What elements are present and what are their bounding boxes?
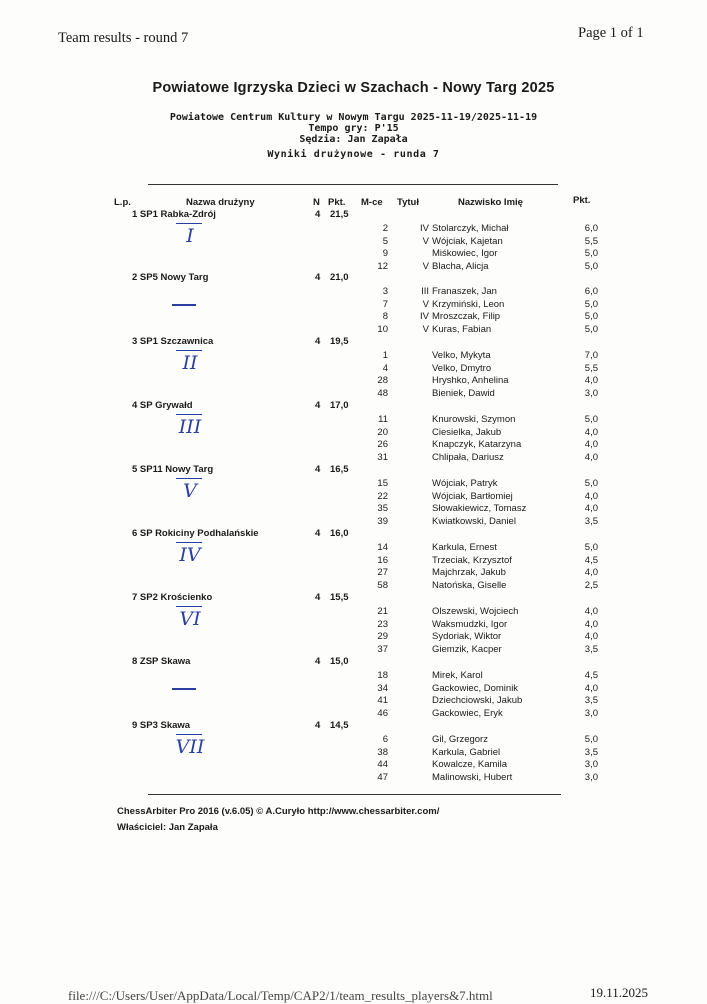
player-place: 31: [377, 452, 388, 464]
player-place: 37: [377, 644, 388, 656]
player-place: 14: [377, 541, 388, 553]
subheader-venue: Powiatowe Centrum Kultury w Nowym Targu 2025-11-19/2025-11-19: [169, 112, 538, 123]
subheader-results: Wyniki drużynowe - runda 7: [267, 149, 440, 160]
player-points: 4,5: [584, 669, 598, 681]
player-title: III: [421, 285, 429, 297]
handwritten-dash: [176, 223, 202, 224]
player-points: 5,0: [584, 541, 598, 553]
player-place: 28: [377, 375, 388, 387]
player-points: 6,0: [584, 285, 598, 297]
player-place: 7: [382, 298, 388, 310]
player-name: Trzeciak, Krzysztof: [432, 554, 512, 566]
team-name: 4 SP Grywałd: [132, 400, 193, 411]
player-points: 3,0: [584, 708, 598, 720]
col-name: Nazwisko Imię: [458, 197, 523, 208]
player-place: 4: [382, 362, 388, 374]
player-points: 6,0: [584, 222, 598, 234]
team-name: 3 SP1 Szczawnica: [132, 336, 214, 347]
player-place: 41: [377, 695, 388, 707]
player-points: 2,5: [584, 580, 598, 592]
player-name: Sydoriak, Wiktor: [432, 631, 502, 643]
player-name: Majchrzak, Jakub: [432, 567, 506, 579]
handwritten-place-mark: VI: [179, 608, 201, 630]
player-place: 46: [377, 708, 388, 720]
handwritten-dash: [176, 414, 202, 415]
player-name: Kwiatkowski, Daniel: [432, 516, 516, 528]
team-points: 15,5: [330, 592, 349, 603]
handwritten-dash: [176, 542, 202, 543]
player-place: 39: [377, 516, 388, 528]
team-points: 16,5: [330, 464, 349, 475]
team-name: 8 ZSP Skawa: [132, 656, 191, 667]
player-title: V: [422, 324, 429, 336]
player-points: 4,0: [584, 375, 598, 387]
player-name: Gil, Grzegorz: [432, 733, 488, 745]
team-name: 5 SP11 Nowy Targ: [132, 464, 214, 475]
player-place: 18: [377, 669, 388, 681]
player-name: Karkula, Gabriel: [432, 746, 501, 758]
player-place: 35: [377, 503, 388, 515]
top-rule: [148, 184, 558, 185]
player-place: 5: [382, 235, 388, 247]
player-place: 21: [377, 605, 388, 617]
player-place: 20: [377, 426, 388, 438]
player-name: Giemzik, Kacper: [432, 644, 502, 656]
subheader-tempo: Tempo gry: P'15: [308, 123, 399, 134]
team-name: 6 SP Rokiciny Podhalańskie: [132, 528, 259, 539]
player-name: Blacha, Alicja: [432, 261, 489, 273]
handwritten-place-mark: V: [183, 480, 197, 502]
player-name: Dziechciowski, Jakub: [432, 695, 523, 707]
handwritten-dash: [176, 734, 202, 735]
handwritten-dash: [176, 350, 202, 351]
col-player-pkt: Pkt.: [573, 195, 591, 206]
team-points: 14,5: [330, 720, 349, 731]
player-points: 3,0: [584, 772, 598, 784]
player-name: Kuras, Fabian: [432, 324, 492, 336]
team-name: 2 SP5 Nowy Targ: [132, 272, 209, 283]
team-points: 16,0: [330, 528, 349, 539]
col-team: Nazwa drużyny: [186, 197, 255, 208]
player-points: 4,0: [584, 452, 598, 464]
player-points: 3,5: [584, 695, 598, 707]
player-points: 5,5: [584, 235, 598, 247]
document-title: Powiatowe Igrzyska Dzieci w Szachach - Nowy Targ 2025: [152, 80, 555, 96]
handwritten-place-mark: IV: [179, 544, 201, 566]
handwritten-dash: [172, 304, 196, 306]
player-name: Knapczyk, Katarzyna: [432, 439, 522, 451]
player-points: 4,0: [584, 503, 598, 515]
player-place: 23: [377, 618, 388, 630]
player-name: Waksmudzki, Igor: [432, 618, 508, 630]
player-name: Knurowski, Szymon: [432, 413, 516, 425]
player-points: 4,0: [584, 490, 598, 502]
player-name: Stolarczyk, Michał: [432, 222, 509, 234]
player-place: 47: [377, 772, 388, 784]
player-points: 3,5: [584, 746, 598, 758]
handwritten-dash: [172, 688, 196, 690]
player-name: Malinowski, Hubert: [432, 772, 513, 784]
player-name: Mroszczak, Filip: [432, 311, 501, 323]
player-points: 5,0: [584, 324, 598, 336]
handwritten-place-mark: III: [178, 416, 202, 438]
player-place: 10: [377, 324, 388, 336]
player-name: Wójciak, Bartłomiej: [432, 490, 513, 502]
player-place: 1: [382, 349, 388, 361]
print-header-page: Page 1 of 1: [578, 25, 644, 41]
player-name: Ciesielka, Jakub: [432, 426, 502, 438]
player-place: 58: [377, 580, 388, 592]
player-place: 22: [377, 490, 388, 502]
handwritten-dash: [176, 606, 202, 607]
player-name: Velko, Mykyta: [432, 349, 491, 361]
player-name: Bieniek, Dawid: [432, 388, 495, 400]
player-points: 4,0: [584, 605, 598, 617]
player-name: Krzymiński, Leon: [432, 298, 505, 310]
handwritten-place-mark: II: [182, 352, 198, 374]
player-points: 4,0: [584, 426, 598, 438]
player-points: 5,5: [584, 362, 598, 374]
player-points: 4,0: [584, 567, 598, 579]
team-points: 21,5: [330, 209, 349, 220]
player-points: 4,0: [584, 439, 598, 451]
player-points: 3,0: [584, 388, 598, 400]
player-name: Mirek, Karol: [432, 669, 483, 681]
player-points: 5,0: [584, 733, 598, 745]
team-name: 9 SP3 Skawa: [132, 720, 191, 731]
player-name: Wójciak, Kajetan: [432, 235, 503, 247]
player-points: 5,0: [584, 477, 598, 489]
player-title: IV: [420, 311, 429, 323]
col-mce: M-ce: [361, 197, 383, 208]
footer-software: ChessArbiter Pro 2016 (v.6.05) © A.Curyło http://www.chessarbiter.com/: [117, 806, 440, 817]
player-name: Gackowiec, Dominik: [432, 682, 519, 694]
print-footer-path: file:///C:/Users/User/AppData/Local/Temp/CAP2/1/team_results_players&7.html: [68, 988, 493, 1003]
player-place: 26: [377, 439, 388, 451]
player-title: V: [422, 298, 429, 310]
team-name: 7 SP2 Krościenko: [132, 592, 213, 603]
handwritten-place-mark: I: [186, 225, 194, 247]
player-place: 6: [382, 733, 388, 745]
player-name: Velko, Dmytro: [432, 362, 492, 374]
footer-owner: Właściciel: Jan Zapała: [117, 822, 218, 833]
player-place: 12: [377, 261, 388, 273]
player-points: 4,5: [584, 554, 598, 566]
player-place: 34: [377, 682, 388, 694]
bottom-rule: [148, 794, 561, 795]
player-points: 4,0: [584, 631, 598, 643]
player-place: 11: [378, 413, 388, 425]
team-count: 4: [315, 464, 321, 475]
player-place: 29: [377, 631, 388, 643]
player-title: V: [422, 235, 429, 247]
print-footer-date: 19.11.2025: [590, 985, 649, 1000]
player-name: Olszewski, Wojciech: [432, 605, 519, 617]
player-points: 5,0: [584, 298, 598, 310]
player-place: 27: [377, 567, 388, 579]
player-place: 9: [382, 248, 388, 260]
player-points: 3,5: [584, 644, 598, 656]
team-count: 4: [315, 592, 321, 603]
player-place: 38: [377, 746, 388, 758]
player-points: 5,0: [584, 413, 598, 425]
player-points: 7,0: [584, 349, 598, 361]
col-pkt: Pkt.: [328, 197, 346, 208]
player-name: Natońska, Giselle: [432, 580, 507, 592]
print-header-title: Team results - round 7: [58, 30, 189, 46]
team-count: 4: [315, 336, 321, 347]
subheader-arbiter: Sędzia: Jan Zapała: [299, 134, 408, 145]
player-place: 3: [382, 285, 388, 297]
player-place: 16: [377, 554, 388, 566]
player-name: Wójciak, Patryk: [432, 477, 498, 489]
player-points: 5,0: [584, 261, 598, 273]
player-name: Kowalcze, Kamila: [432, 759, 507, 771]
player-points: 5,0: [584, 311, 598, 323]
player-title: V: [422, 261, 429, 273]
player-place: 44: [377, 759, 388, 771]
team-name: 1 SP1 Rabka-Zdrój: [132, 209, 216, 220]
player-place: 48: [377, 388, 388, 400]
player-title: IV: [420, 222, 429, 234]
player-name: Karkula, Ernest: [432, 541, 497, 553]
team-points: 15,0: [330, 656, 349, 667]
player-place: 2: [382, 222, 388, 234]
team-count: 4: [315, 656, 321, 667]
team-points: 21,0: [330, 272, 349, 283]
player-name: Franaszek, Jan: [432, 285, 497, 297]
player-place: 8: [382, 311, 388, 323]
col-tytul: Tytuł: [397, 197, 419, 208]
team-count: 4: [315, 528, 321, 539]
player-place: 15: [377, 477, 388, 489]
player-name: Słowakiewicz, Tomasz: [432, 503, 527, 515]
player-points: 4,0: [584, 618, 598, 630]
player-name: Gackowiec, Eryk: [432, 708, 503, 720]
col-lp: L.p.: [114, 197, 131, 208]
player-name: Hryshko, Anhelina: [432, 375, 509, 387]
player-points: 3,0: [584, 759, 598, 771]
team-count: 4: [315, 400, 321, 411]
handwritten-place-mark: VII: [175, 736, 205, 758]
player-points: 4,0: [584, 682, 598, 694]
player-points: 3,5: [584, 516, 598, 528]
team-count: 4: [315, 209, 321, 220]
team-count: 4: [315, 720, 321, 731]
col-n: N: [313, 197, 320, 208]
handwritten-dash: [176, 478, 202, 479]
team-points: 19,5: [330, 336, 349, 347]
team-count: 4: [315, 272, 321, 283]
player-name: Miśkowiec, Igor: [432, 248, 498, 260]
player-name: Chlipała, Dariusz: [432, 452, 504, 464]
player-points: 5,0: [584, 248, 598, 260]
team-points: 17,0: [330, 400, 349, 411]
